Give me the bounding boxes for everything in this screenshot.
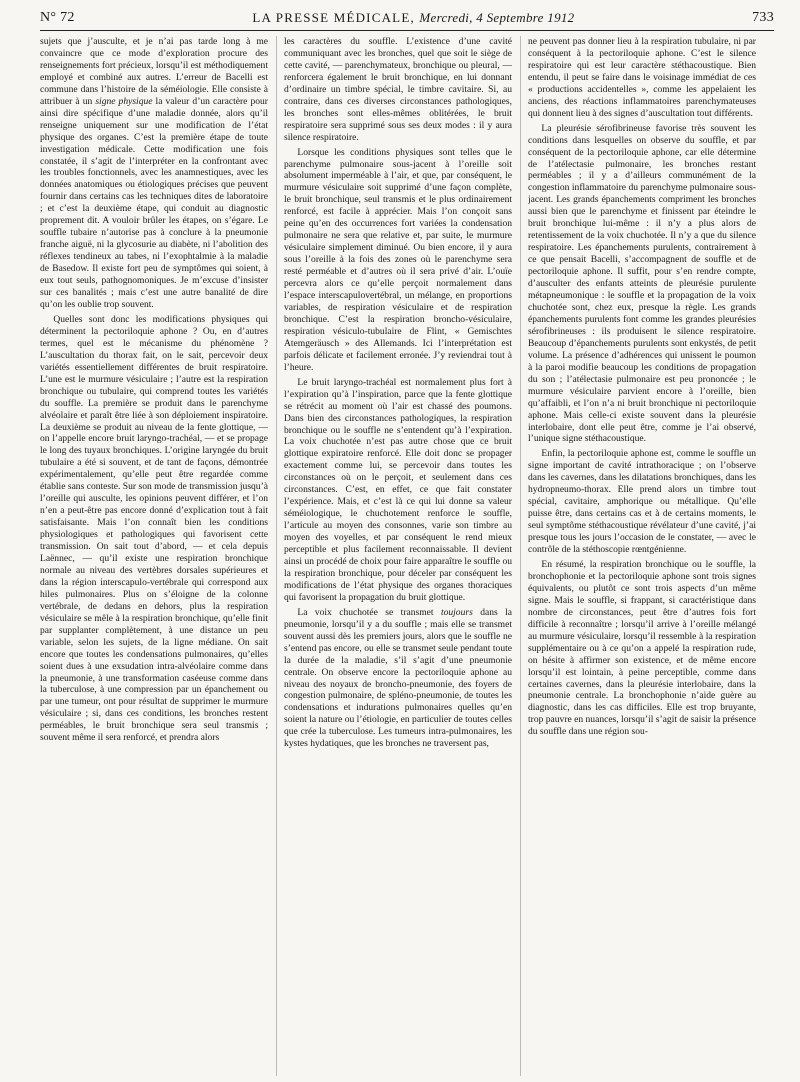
header-rule xyxy=(40,30,774,31)
italic-text: toujours xyxy=(440,606,473,618)
paragraph xyxy=(528,36,756,120)
paragraph xyxy=(528,559,756,738)
text-run: la valeur d’un caractère pour ainsi dire spécifique d’une maladie donnée, alors qu’il renseigne uniquement sur une modification de l’état physique des organes. C’est la première étape de toute investigation médicale. Cette modification une fois constatée, il s’agit de l’interpréter en la confrontant avec les troubles fonctionnels, avec les anamnestiques, avec les données anatomiques ou étiologiques précises que peuvent fournir dans certains cas les techniques dites de laboratoire ; et c’est la deuxième étape, qui conduit au diagnostic proprement dit. A vouloir brûler les étapes, on s’égare. Le souffle tubaire n’autorise pas à conclure à la pneumonie franche aiguë, ni la glycosurie au diabète, ni l’abolition des réflexes tendineux au tabes, ni l’exophtalmie à la maladie de Basedow. Il existe fort peu de symptômes qui soient, à eux tout seuls, pathognomoniques. Je m’excuse d’insister sur ces banalités ; mais c’est une autre banalité de dire qu’on les oublie trop souvent. xyxy=(40,95,268,310)
text-run: En résumé, la respiration bronchique ou le souffle, la bronchophonie et la pectoriloquie aphone sont trois signes équivalents, ou plutôt ce sont trois aspects d’un même signe. Mais le souffle, si frappant, si caractéristique dans nombre de circonstances, peut être d’autres fois fort difficile à reconnaître ; lorsqu’il arrive à l’oreille mélangé au murmure vésiculaire, lorsqu’il ressemble à la respiration supplémentaire ou à ce qu’on a appelé la respiration rude, on hésite à affirmer son existence, et de même encore lorsqu’il est lointain, à peine perceptible, comme dans certaines cavernes, dans la pleurésie interlobaire, dans la pneumonie centrale. La bronchophonie n’aide guère au diagnostic, dans les cas difficiles. Elle est trop bruyante, trop pauvre en nuances, lorsqu’il s’agit de saisir la présence du souffle dans une région sou- xyxy=(528,558,756,738)
text-run: Enfin, la pectoriloquie aphone est, comme le souffle un signe important de cavité intrathoracique ; on l’observe dans les cavernes, dans les dilatations bronchiques, dans les hydropneumo-thorax. Elle prend alors un timbre tout spécial, cavitaire, amphorique ou métallique. Qu’elle puisse être, dans certains cas et à de certains moments, le seul symptôme stéthacoustique révélateur d’une cavité, j’ai presque tous les jours l’occasion de le constater, — avec le contrôle de la stéthoscopie rœntgénienne. xyxy=(528,448,756,556)
paragraph xyxy=(40,314,268,744)
page-header xyxy=(40,6,774,30)
text-run: Quelles sont donc les modifications physiques qui déterminent la pectoriloquie aphone ? Ou, en d’autres termes, quel est le mécanisme du phénomène ? L’auscultation du thorax fait, on le sait, percevoir deux variétés essentiellement différentes de bruit respiratoire. L’une est le murmure vésiculaire ; l’autre est la respiration bronchique ou tubulaire, qui comprend toutes les variétés du souffle. La première se produit dans le parenchyme alvéolaire et paraît être liée à son déploiement inspiratoire. La deuxième se produit au niveau de la fente glottique, — on l’appelle encore bruit laryngo-trachéal, — et se propage le long des tuyaux bronchiques. L’origine laryngée du bruit tubulaire a été si souvent, et de tant de façons, démontrée expérimentalement, qu’elle peut être regardée comme établie sans conteste. Sur son mode de transmission jusqu’à l’oreille qui ausculte, les opinions peuvent différer, et l’on n’en a peut-être pas encore donné d’explication tout à fait satisfaisante. Mais l’on connaît bien les conditions physiologiques et pathologiques qui favorisent cette transmission. On sait tout d’abord, — et cela depuis Laënnec, — qu’il existe une respiration bronchique normale au niveau des vertèbres dorsales supérieures et dans la région interscapulo-vertébrale qui correspond aux hiles pulmonaires. Plus on s’éloigne de la colonne vertébrale, de dedans en dehors, plus la respiration vésiculaire se mêle à la respiration bronchique, qu’elle finit par supplanter complètement, à une distance un peu variable, selon les sujets, de la ligne médiane. On sait encore que toutes les condensations pulmonaires, qu’elles soient dues à une exsudation intra-alvéolaire comme dans la pneumonie, à une transformation caséeuse comme dans la tuberculose, à une compression par un épanchement ou par une tumeur, ont pour résultat de supprimer le murmure vésiculaire ; si, dans ces conditions, les bronches restent perméables, le bruit bronchique sera seul transmis ; souvent même il sera renforcé, et prendra alors xyxy=(40,313,268,744)
text-run: La voix chuchotée se transmet xyxy=(297,606,441,618)
text-run: La pleurésie sérofibrineuse favorise très souvent les conditions dans lesquelles on observe du souffle, et par conséquent de la pectoriloquie aphone, car elle détermine de l’atélectasie pulmonaire, les bronches restant perméables ; il y a d’ailleurs communément de la congestion inflammatoire du parenchyme pulmonaire sous-jacent. Les grands épanchements compriment les bronches aussi bien que le parenchyme et finissent par éteindre le bruit bronchique lui-même : il n’y a plus alors de retentissement de la voix chuchotée. Il n’y a que du silence respiratoire. Les épanchements purulents, contrairement à ce que pensait Bacelli, s’accompagnent de souffle et de pectoriloquie aphone. Il suffit, pour s’en rendre compte, d’ausculter des enfants atteints de pleurésie purulente métapneumonique : le souffle et la propagation de la voix chuchotée sont, chez eux, presque la règle. Les grands épanchements purulents font comme les grandes pleurésies sérofibrineuses : ils produisent le silence respiratoire. Beaucoup d’épanchements purulents sont enkystés, de petit volume. La présence d’adhérences qui unissent le poumon à la paroi modifie beaucoup les conditions de propagation du son ; l’atélectasie pulmonaire est peu prononcée ; le murmure vésiculaire parvient encore à l’oreille, bien qu’affaibli, et l’on n’a ni bruit bronchique ni pectoriloquie aphone. Mais celle-ci existe souvent dans la pleurésie interlobaire, dont elle peut être, comme je l’ai observé, l’unique signe stéthacoustique. xyxy=(528,122,756,445)
text-run: sujets que j’ausculte, et je n’ai pas tarde long à me convaincre que ce mode d’exploration procure des renseignements fort précieux, lorsqu’il est méthodiquement employé et combiné aux autres. L’erreur de Bacelli est commune dans l’histoire de la séméiologie. Elle consiste à attribuer à un xyxy=(40,36,268,107)
text-column-1 xyxy=(40,36,268,1080)
paragraph xyxy=(284,607,512,750)
issue-date: Mercredi, 4 Septembre 1912 xyxy=(419,10,575,25)
issue-number: N° 72 xyxy=(40,10,75,25)
journal-title: LA PRESSE MÉDICALE, xyxy=(252,10,415,25)
text-column-2 xyxy=(284,36,512,1080)
paragraph xyxy=(40,36,268,311)
paragraph xyxy=(284,377,512,604)
paragraph xyxy=(528,123,756,446)
page-number: 733 xyxy=(752,10,774,25)
text-run: Lorsque les conditions physiques sont telles que le parenchyme pulmonaire sous-jacent à l’oreille soit absolument imperméable à l’air, et que, par conséquent, le murmure vésiculaire soit supprimé d’une façon complète, le bruit bronchique, seul transmis et le plus ordinairement renforcé, est facile à apprécier. Mais l’on conçoit sans peine qu’en des occurrences fort variées la condensation pulmonaire ne sera que relative et, par suite, le murmure vésiculaire simplement diminué. Ou bien encore, il y aura sous l’oreille à la fois des zones où le parenchyme sera resté perméable et d’autres où il sera privé d’air. L’ouïe percevra alors ce qu’elle perçoit normalement dans l’espace interscapulovertébral, un mélange, en proportions variables, de respiration vésiculaire et de respiration bronchique. C’est la respiration broncho-vésiculaire, respiration vésiculo-tubulaire de Flint, « Gemischtes Atemgeräusch » des Allemands. Ici l’interprétation est parfois délicate et facilement erronée. J’y reviendrai tout à l’heure. xyxy=(284,146,512,373)
text-run: dans la pneumonie, lorsqu’il y a du souffle ; mais elle se transmet souvent aussi dès les premiers jours, alors que le souffle ne s’entend pas encore, ou elle se transmet seule pendant toute la durée de la maladie, s’il s’agit d’une pneumonie centrale. On observe encore la pectoriloquie aphone au niveau des noyaux de broncho-pneumonie, des foyers de congestion pulmonaire, de spléno-pneumonie, de toutes les condensations et indurations pulmonaires quelles qu’en soient la nature ou l’étiologie, en particulier de toutes celles que crée la tuberculose. Les tumeurs intra-pulmonaires, les kystes hydatiques, que les bronches ne traversent pas, xyxy=(284,606,512,750)
paragraph xyxy=(528,448,756,556)
journal-masthead xyxy=(252,10,574,26)
text-run: Le bruit laryngo-trachéal est normalement plus fort à l’expiration qu’à l’inspiration, parce que la fente glottique se rétrécit au moment où l’air est chassé des poumons. Dans bien des circonstances pathologiques, la respiration bronchique ou le souffle ne s’entendent qu’à l’expiration. La voix chuchotée n’est pas autre chose que ce bruit glottique expiratoire renforcé. Elle doit donc se propager exactement comme lui, se percevoir dans toutes les circonstances où on le perçoit, et seulement dans ces circonstances. C’est, en effet, ce que fait constater l’expérience. Mais, et c’est là ce qui lui donne sa valeur séméiologique, le chuchotement renforce le souffle, l’articule au moyen des consonnes, varie son timbre au moyen des voyelles, et par conséquent le rend mieux perceptible et plus facilement reconnaissable. Il devient ainsi un procédé de choix pour faire apparaître le souffle ou la respiration bronchique, pour déceler par conséquent les modifications de l’état physique des organes thoraciques qui favorisent la propagation du bruit glottique. xyxy=(284,376,512,603)
column-separator xyxy=(276,36,277,1076)
text-run: les caractères du souffle. L’existence d’une cavité communiquant avec les bronches, quel que soit le siège de cette cavité, — parenchymateux, bronchique ou pleural, — renforcera également le bruit bronchique, en lui donnant d’ordinaire un timbre spécial, le timbre cavitaire. Si, au contraire, dans ces diverses circonstances pathologiques, les bronches sont elles-mêmes oblitérées, le bruit respiratoire sera supprimé sous ses deux modes : il y aura silence respiratoire. xyxy=(284,36,512,143)
text-column-3 xyxy=(528,36,756,1080)
italic-text: signe physique xyxy=(95,95,153,107)
text-run: ne peuvent pas donner lieu à la respiration tubulaire, ni par conséquent à la pectoriloquie aphone. C’est le silence respiratoire qui est leur caractère stéthacoustique. Bien entendu, il peut se faire dans le voisinage immédiat de ces « productions accidentelles », comme les appelaient les anciens, des réactions inflammatoires parenchymateuses qui donnent lieu à des signes d’auscultation tout différents. xyxy=(528,36,756,119)
paragraph xyxy=(284,36,512,144)
paragraph xyxy=(284,147,512,374)
column-separator xyxy=(520,36,521,1076)
